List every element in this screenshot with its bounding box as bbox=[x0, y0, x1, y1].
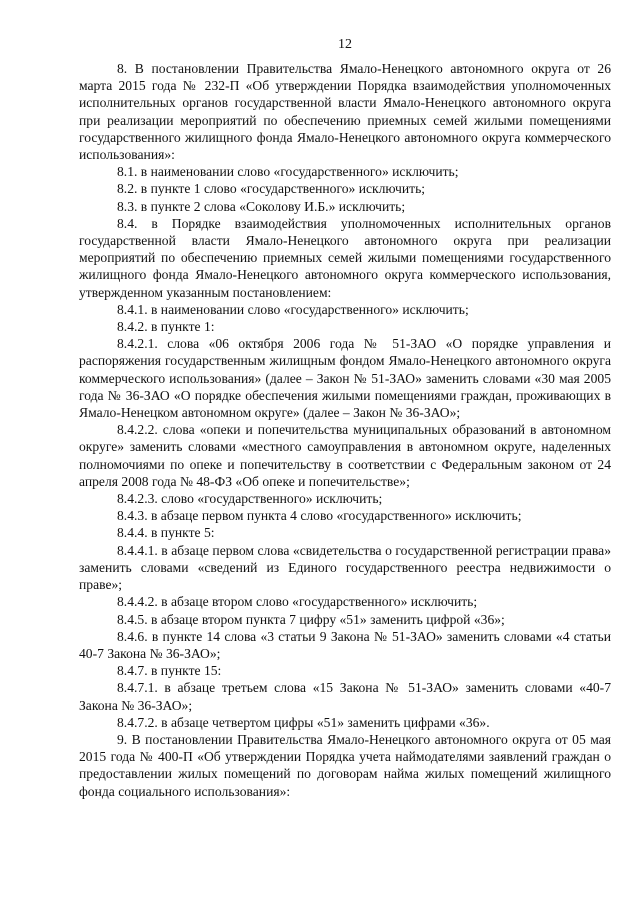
paragraph-8-2: 8.2. в пункте 1 слово «государственного» исключить; bbox=[117, 181, 426, 197]
paragraph-8-4-6: 8.4.6. в пункте 14 слова «3 статьи 9 Закона № 51-ЗАО» заменить словами «4 статьи 40-7 Закона № 36-ЗАО»; bbox=[79, 628, 611, 661]
paragraph-8-4-4-2: 8.4.4.2. в абзаце втором слово «государственного» исключить; bbox=[117, 594, 478, 610]
paragraph-8-4-7-1: 8.4.7.1. в абзаце третьем слова «15 Закона № 51-ЗАО» заменить словами «40-7 Закона № 36-ЗАО»; bbox=[79, 680, 611, 713]
paragraph-8: 8. В постановлении Правительства Ямало-Ненецкого автономного округа от 26 марта 2015 года № 232-П «Об утверждении Порядка взаимодействия уполномоченных исполнительных органов государственной власти Ямало-Ненецкого автономного округа при реализации мероприятий по обеспечению приемных семей жилыми помещениями государственного жилищного фонда Ямало-Ненецкого автономного округа коммерческого использования»: bbox=[79, 61, 611, 163]
paragraph-8-4-3: 8.4.3. в абзаце первом пункта 4 слово «государственного» исключить; bbox=[117, 508, 522, 524]
paragraph-8-4-7-2: 8.4.7.2. в абзаце четвертом цифры «51» заменить цифрами «36». bbox=[117, 714, 490, 730]
paragraph-8-4-2-3: 8.4.2.3. слово «государственного» исключить; bbox=[117, 491, 383, 507]
paragraph-8-4-2-2: 8.4.2.2. слова «опеки и попечительства муниципальных образований в автономном округе» заменить словами «местного самоуправления в автономном округе, наделенных полномочиями по опеке и попечительству в соответствии с Федеральным законом от 24 апреля 2008 года № 48-ФЗ «Об опеке и попечительстве»; bbox=[79, 422, 611, 489]
paragraph-8-4-1: 8.4.1. в наименовании слово «государственного» исключить; bbox=[117, 301, 469, 317]
paragraph-8-4-4-1: 8.4.4.1. в абзаце первом слова «свидетельства о государственной регистрации права» заменить словами «сведений из Единого государственного реестра недвижимости о праве»; bbox=[79, 542, 611, 593]
paragraph-9: 9. В постановлении Правительства Ямало-Ненецкого автономного округа от 05 мая 2015 года № 400-П «Об утверждении Порядка учета наймодателями заявлений граждан о предоставлении жилых помещений по договорам найма жилых помещений жилищного фонда социального использования»: bbox=[79, 731, 611, 799]
paragraph-8-4-2-1: 8.4.2.1. слова «06 октября 2006 года № 51-ЗАО «О порядке управления и распоряжения государственным жилищным фондом Ямало-Ненецкого автономного округа коммерческого использования» (далее – Закон № 51-ЗАО» заменить словами «30 мая 2005 года № 36-ЗАО «О порядке обеспечения жилыми помещениями граждан, проживающих в Ямало-Ненецком автономном округе» (далее – Закон № 36-ЗАО»; bbox=[79, 336, 611, 421]
document-body bbox=[79, 60, 611, 800]
paragraph-8-4-2: 8.4.2. в пункте 1: bbox=[117, 319, 215, 335]
page-number: 12 bbox=[338, 37, 352, 52]
paragraph-8-4-7: 8.4.7. в пункте 15: bbox=[117, 663, 222, 679]
document-page bbox=[79, 36, 611, 800]
paragraph-8-1: 8.1. в наименовании слово «государственного» исключить; bbox=[117, 164, 459, 180]
paragraph-8-4-4: 8.4.4. в пункте 5: bbox=[117, 525, 215, 541]
paragraph-8-3: 8.3. в пункте 2 слова «Соколову И.Б.» исключить; bbox=[117, 198, 406, 214]
paragraph-8-4-5: 8.4.5. в абзаце втором пункта 7 цифру «51» заменить цифрой «36»; bbox=[117, 611, 505, 627]
paragraph-8-4: 8.4. в Порядке взаимодействия уполномоченных исполнительных органов государственной власти Ямало-Ненецкого автономного округа при реализации мероприятий по обеспечению приемных семей жилыми помещениями государственного жилищного фонда Ямало-Ненецкого автономного округа коммерческого использования, утвержденном указанным постановлением: bbox=[79, 215, 611, 300]
